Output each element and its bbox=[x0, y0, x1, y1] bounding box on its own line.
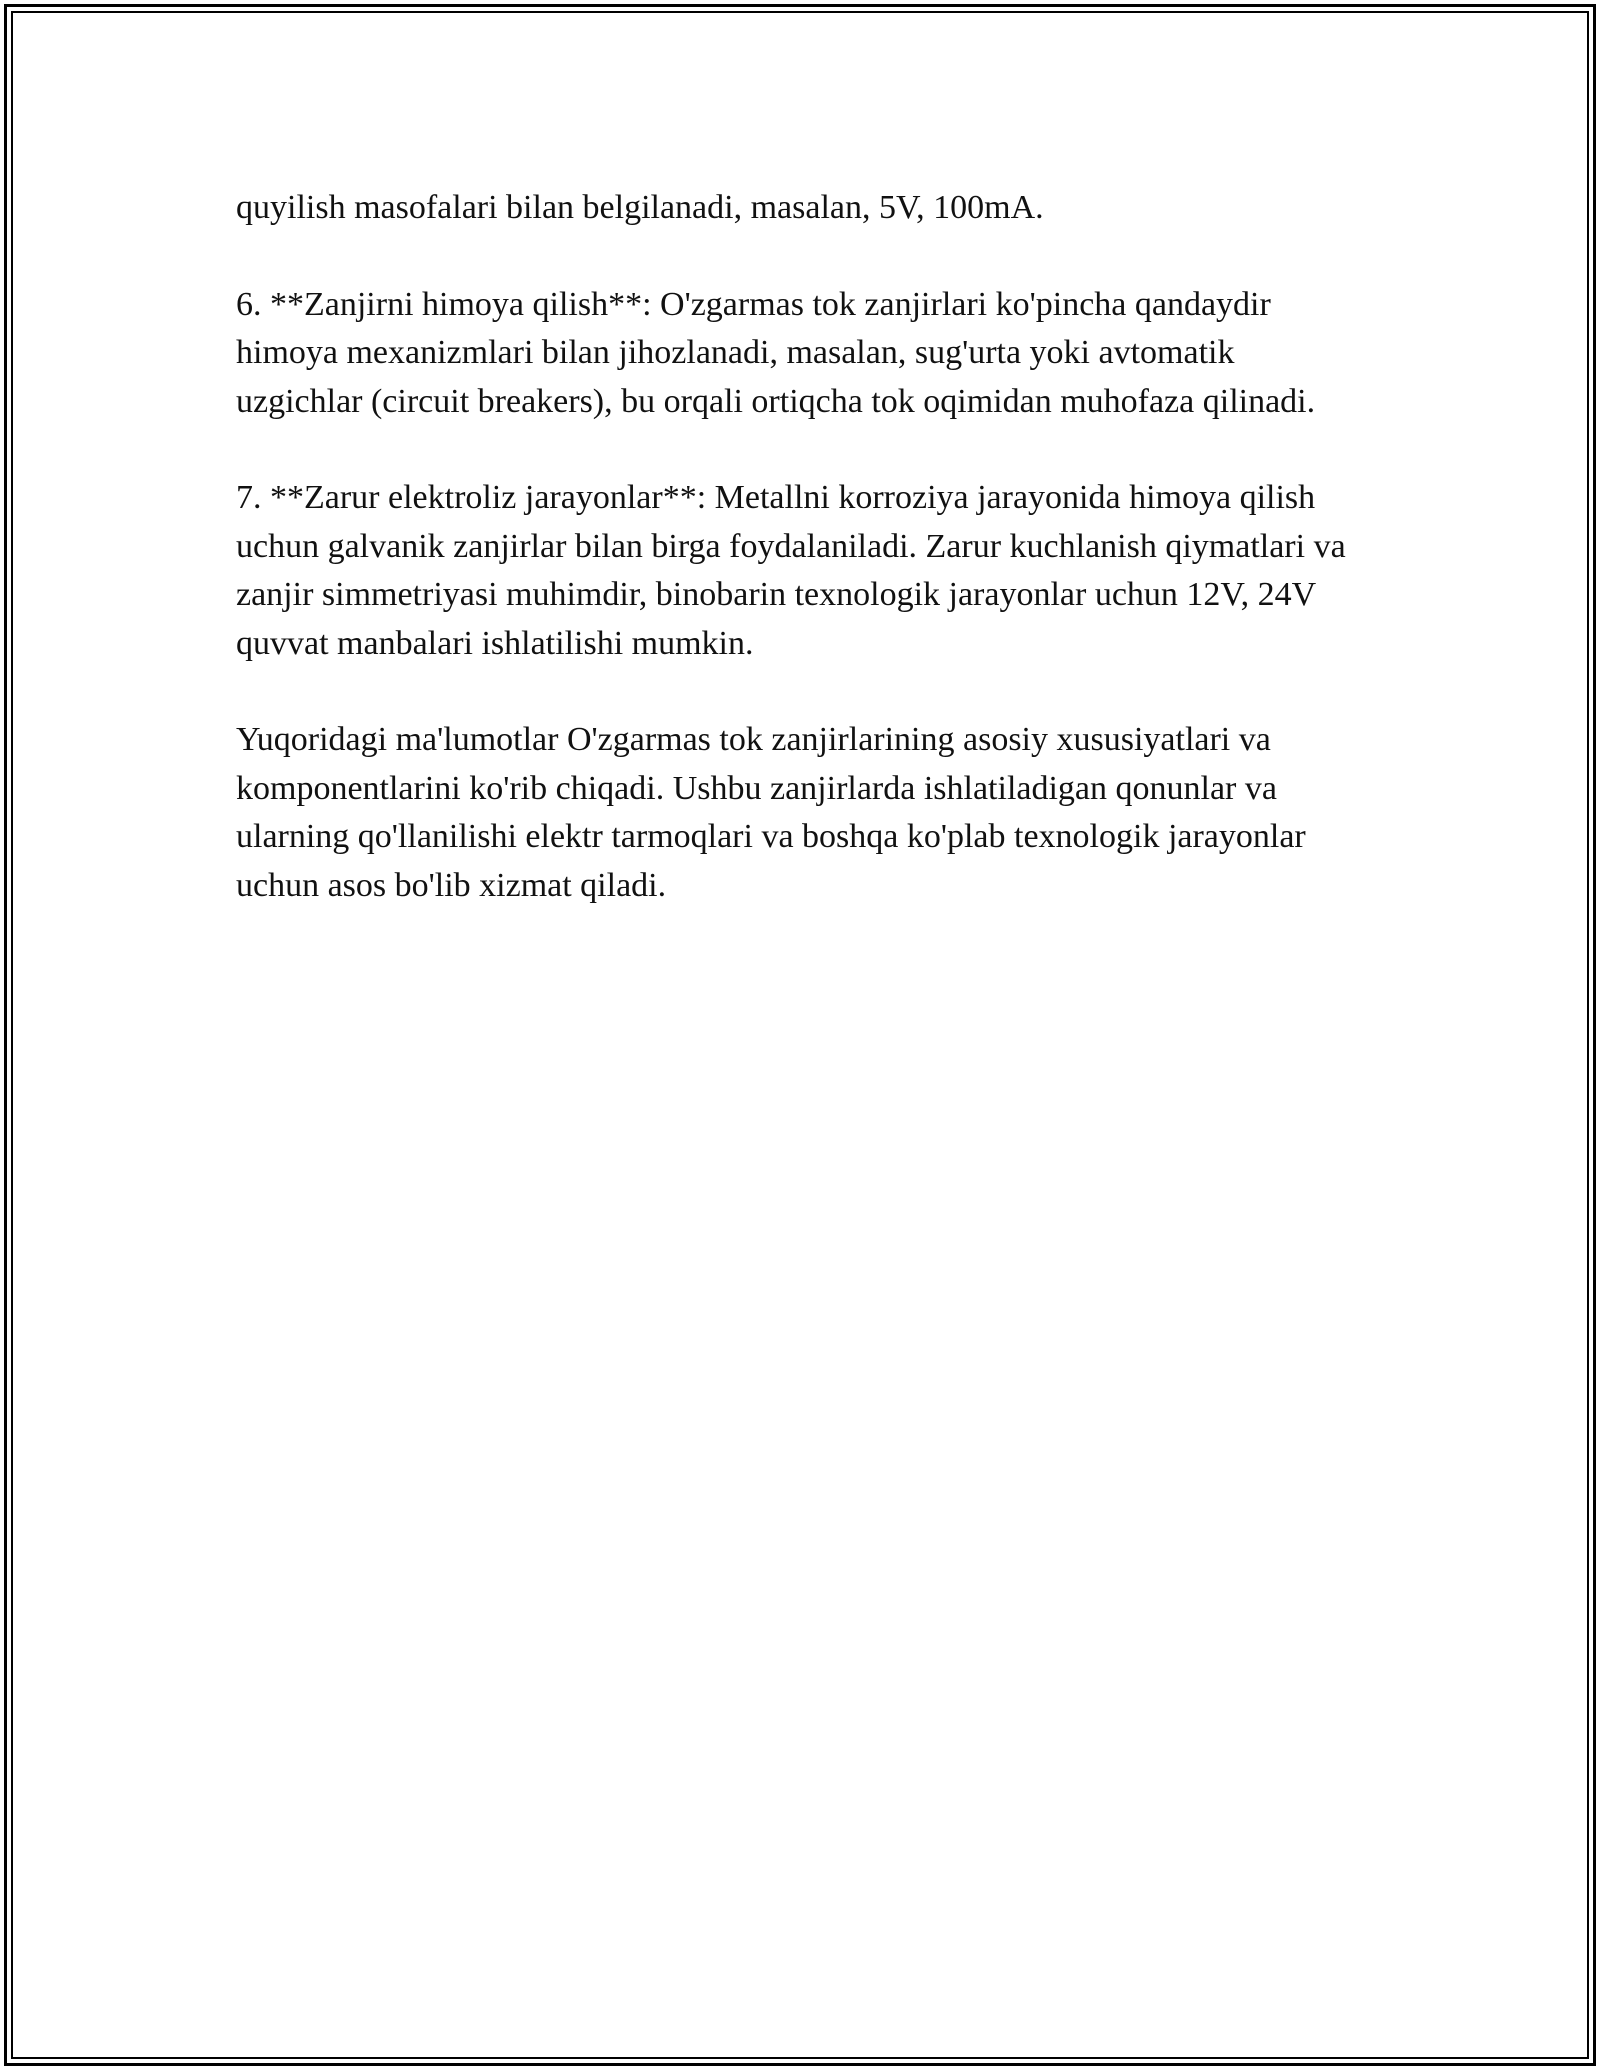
paragraph-summary: Yuqoridagi ma'lumotlar O'zgarmas tok zanjirlarining asosiy xususiyatlari va komponentlarini ko'rib chiqadi. Ushbu zanjirlarda ishlatiladigan qonunlar va ularning qo'llanilishi elektr tarmoqlari va boshqa ko'plab texnologik jarayonlar uchun asos bo'lib xizmat qiladi. bbox=[236, 721, 1306, 904]
paragraph-continuation: quyilish masofalari bilan belgilanadi, masalan, 5V, 100mA. bbox=[236, 189, 1044, 226]
paragraph-item-7-electrolysis: 7. **Zarur elektroliz jarayonlar**: Metallni korroziya jarayonida himoya qilish uchun galvanik zanjirlar bilan birga foydalaniladi. Zarur kuchlanish qiymatlari va zanjir simmetriyasi muhimdir, binobarin texnologik jarayonlar uchun 12V, 24V quvvat manbalari ishlatilishi mumkin. bbox=[236, 479, 1346, 662]
document-body bbox=[236, 184, 1366, 958]
paragraph-item-6-circuit-protection: 6. **Zanjirni himoya qilish**: O'zgarmas tok zanjirlari ko'pincha qandaydir himoya mexanizmlari bilan jihozlanadi, masalan, sug'urta yoki avtomatik uzgichlar (circuit breakers), bu orqali ortiqcha tok oqimidan muhofaza qilinadi. bbox=[236, 285, 1316, 420]
